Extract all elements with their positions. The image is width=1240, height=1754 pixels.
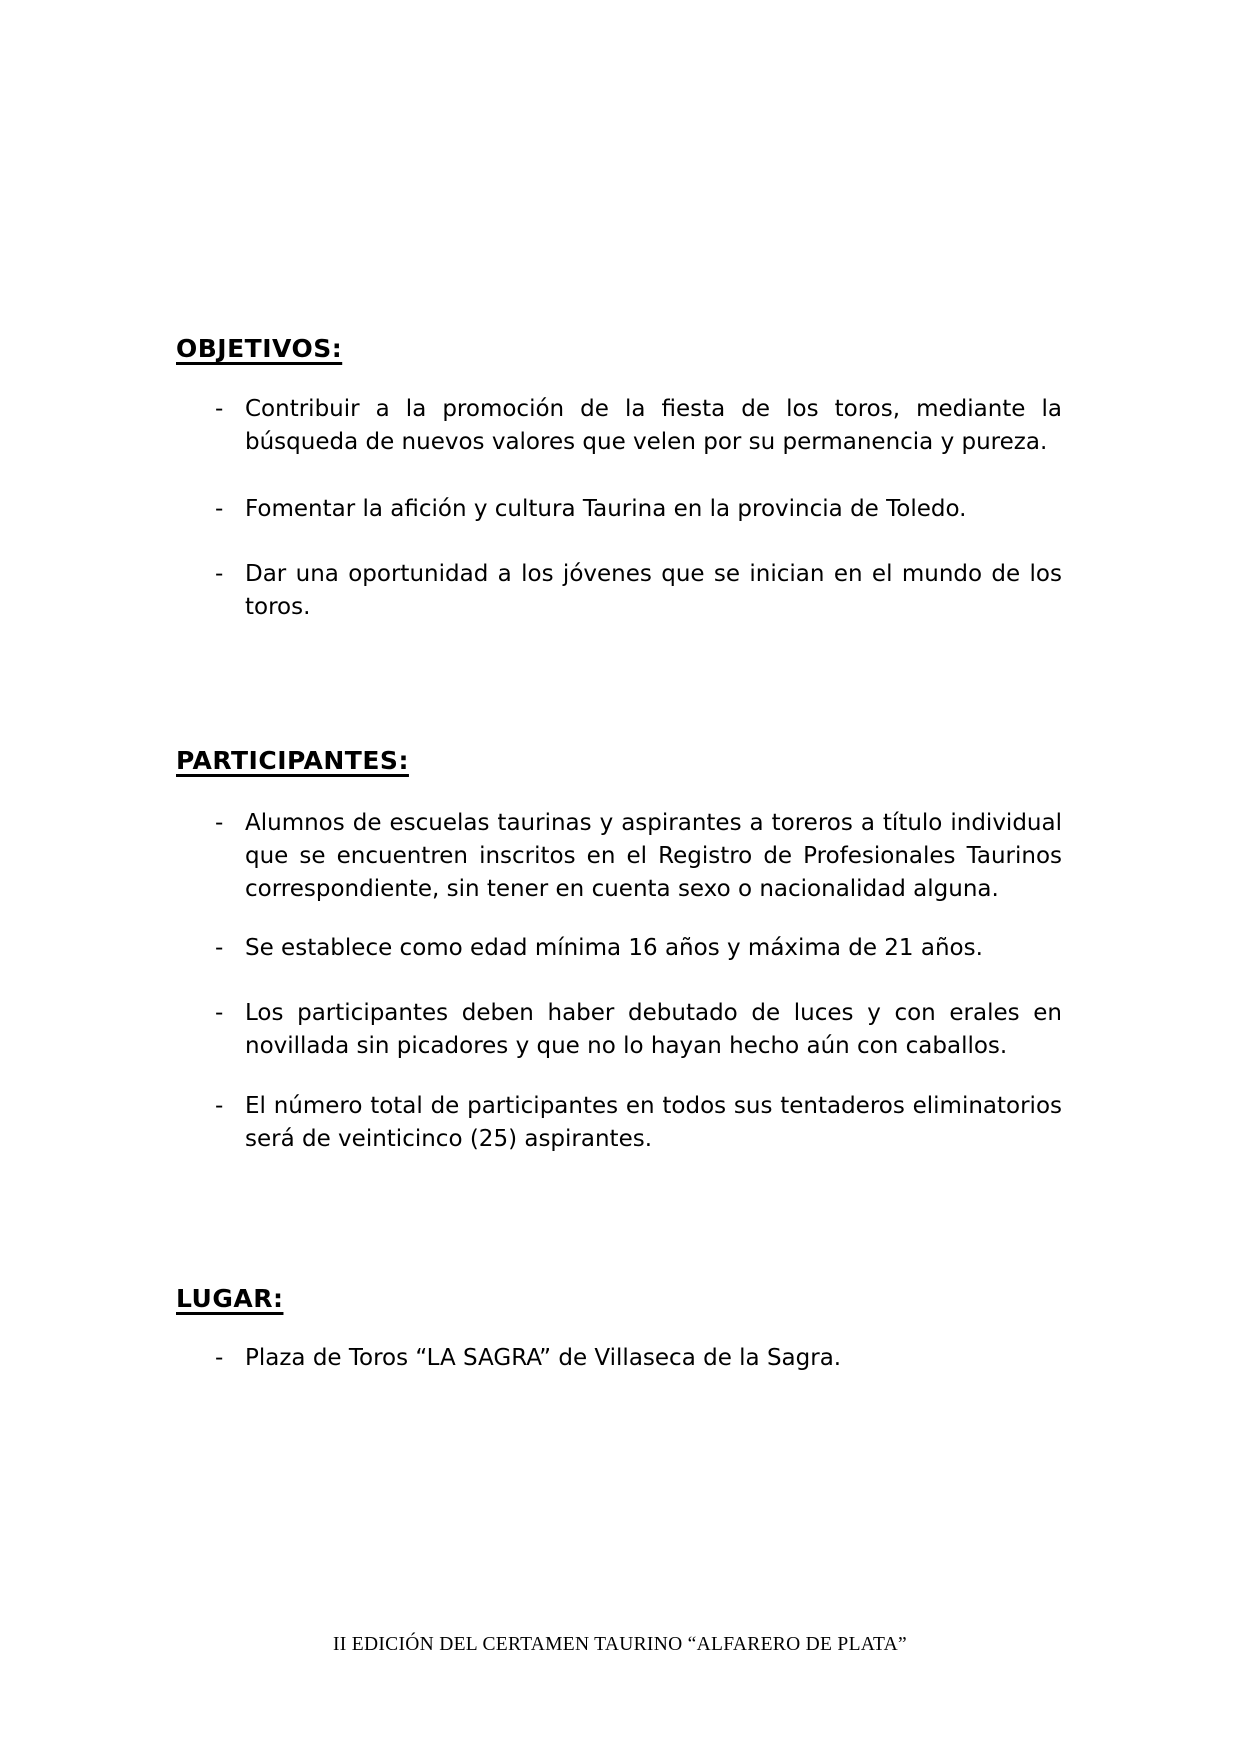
bullet-text: Dar una oportunidad a los jóvenes que se inician en el mundo de los toros. bbox=[245, 561, 1062, 620]
bullet-text: El número total de participantes en todos sus tentaderos eliminatorios será de veinticinco (25) aspirantes. bbox=[245, 1093, 1062, 1152]
section-heading-lugar: LUGAR: bbox=[176, 1284, 284, 1313]
bullet-dash: - bbox=[215, 561, 224, 587]
section-heading-objetivos: OBJETIVOS: bbox=[176, 334, 343, 363]
bullet-dash: - bbox=[215, 810, 224, 836]
bullet-text: Los participantes deben haber debutado de luces y con erales en novillada sin picadores y que no lo hayan hecho aún con caballos. bbox=[245, 1000, 1062, 1059]
bullet-item-participantes-3 bbox=[215, 997, 1062, 1063]
bullet-text: Contribuir a la promoción de la fiesta de los toros, mediante la búsqueda de nuevos valores que velen por su permanencia y pureza. bbox=[245, 396, 1062, 455]
bullet-item-objetivos-3 bbox=[215, 558, 1062, 624]
bullet-text: Se establece como edad mínima 16 años y máxima de 21 años. bbox=[245, 935, 983, 961]
bullet-item-objetivos-1 bbox=[215, 393, 1062, 459]
bullet-dash: - bbox=[215, 1000, 224, 1026]
bullet-item-objetivos-2 bbox=[215, 493, 1062, 526]
bullet-text: Plaza de Toros “LA SAGRA” de Villaseca de la Sagra. bbox=[245, 1345, 842, 1371]
bullet-dash: - bbox=[215, 935, 224, 961]
bullet-text: Alumnos de escuelas taurinas y aspirantes a toreros a título individual que se encuentren inscritos en el Registro de Profesionales Taurinos correspondiente, sin tener en cuenta sexo o nacionalidad alguna. bbox=[245, 810, 1062, 902]
bullet-item-participantes-2 bbox=[215, 932, 1062, 965]
bullet-dash: - bbox=[215, 396, 224, 422]
bullet-item-participantes-4 bbox=[215, 1090, 1062, 1156]
footer-title: II EDICIÓN DEL CERTAMEN TAURINO “ALFARERO DE PLATA” bbox=[333, 1634, 907, 1655]
bullet-dash: - bbox=[215, 1093, 224, 1119]
bullet-item-participantes-1 bbox=[215, 807, 1062, 906]
bullet-text: Fomentar la afición y cultura Taurina en la provincia de Toledo. bbox=[245, 496, 967, 522]
bullet-dash: - bbox=[215, 496, 224, 522]
bullet-dash: - bbox=[215, 1345, 224, 1371]
bullet-item-lugar-1 bbox=[215, 1342, 1062, 1375]
section-heading-participantes: PARTICIPANTES: bbox=[176, 746, 409, 775]
